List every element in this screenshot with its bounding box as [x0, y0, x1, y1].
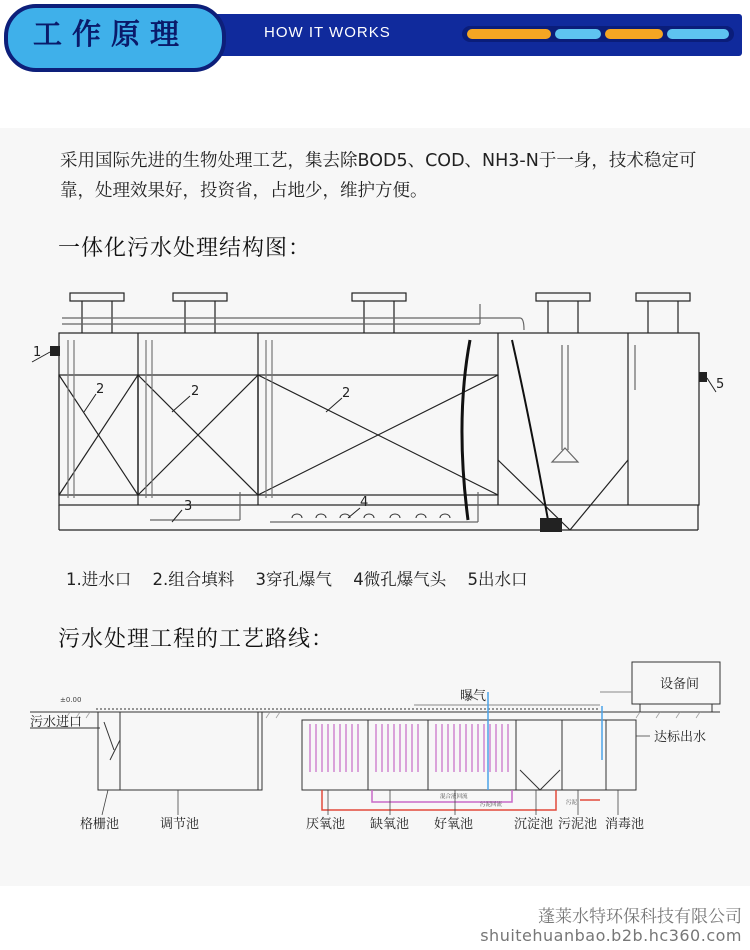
callout-1: 1 [33, 345, 42, 360]
decorative-pill-2 [555, 29, 601, 39]
callout-4: 4 [360, 495, 369, 510]
structure-legend [66, 566, 544, 590]
callout-2b: 2 [191, 384, 200, 399]
structure-diagram [0, 285, 750, 555]
process-heading: 污水处理工程的工艺路线： [58, 627, 335, 652]
callout-5: 5 [716, 377, 725, 392]
label-outlet: 达标出水 [654, 730, 707, 745]
page-title: 工作原理 [32, 17, 189, 51]
legend-item-packing: 2.组合填料 [152, 570, 235, 589]
label-anoxic-tank: 缺氧池 [370, 817, 410, 832]
label-inlet: 污水进口 [30, 715, 83, 730]
label-anaerobic-tank: 厌氧池 [306, 817, 346, 832]
callout-2c: 2 [342, 386, 351, 401]
flow-label-mixed: 混合液回流 [440, 794, 468, 800]
company-name: 蓬莱水特环保科技有限公司 [538, 907, 742, 927]
legend-item-outlet: 5出水口 [467, 570, 528, 589]
legend-item-perforated-aeration: 3穿孔爆气 [255, 570, 332, 589]
process-diagram [0, 655, 750, 875]
label-sludge-tank: 污泥池 [558, 817, 598, 832]
tank-body [59, 333, 699, 505]
callout-2a: 2 [96, 382, 105, 397]
label-grid-tank: 格栅池 [80, 817, 120, 832]
label-aerobic-tank: 好氧池 [434, 817, 474, 832]
ground-level-label: ±0.00 [60, 696, 82, 704]
label-disinfection-tank: 消毒池 [605, 817, 645, 832]
label-aeration: 曝气 [460, 689, 487, 704]
legend-item-inlet: 1.进水口 [66, 570, 132, 589]
decorative-pill-3 [605, 29, 663, 39]
company-domain: shuitehuanbao.b2b.hc360.com [480, 926, 742, 945]
decorative-pill-4 [667, 29, 729, 39]
callout-3: 3 [184, 499, 193, 514]
label-equipment-room: 设备间 [660, 677, 700, 692]
label-sedimentation-tank: 沉淀池 [514, 817, 554, 832]
label-regulating-tank: 调节池 [160, 817, 200, 832]
structure-heading: 一体化污水处理结构图： [58, 236, 312, 261]
page-subtitle: HOW IT WORKS [264, 24, 391, 41]
legend-item-diffuser: 4微孔爆气头 [353, 570, 447, 589]
header-banner [0, 0, 750, 78]
intro-text: 采用国际先进的生物处理工艺，集去除BOD5、COD、NH3-N于一身，技术稳定可靠，处理效果好，投资省，占地少，维护方便。 [60, 151, 697, 201]
pump-icon [540, 518, 562, 532]
flow-label-sludge: 污泥 [566, 800, 578, 806]
decorative-pill-1 [467, 29, 551, 39]
flow-label-return: 污泥回流 [480, 802, 503, 808]
